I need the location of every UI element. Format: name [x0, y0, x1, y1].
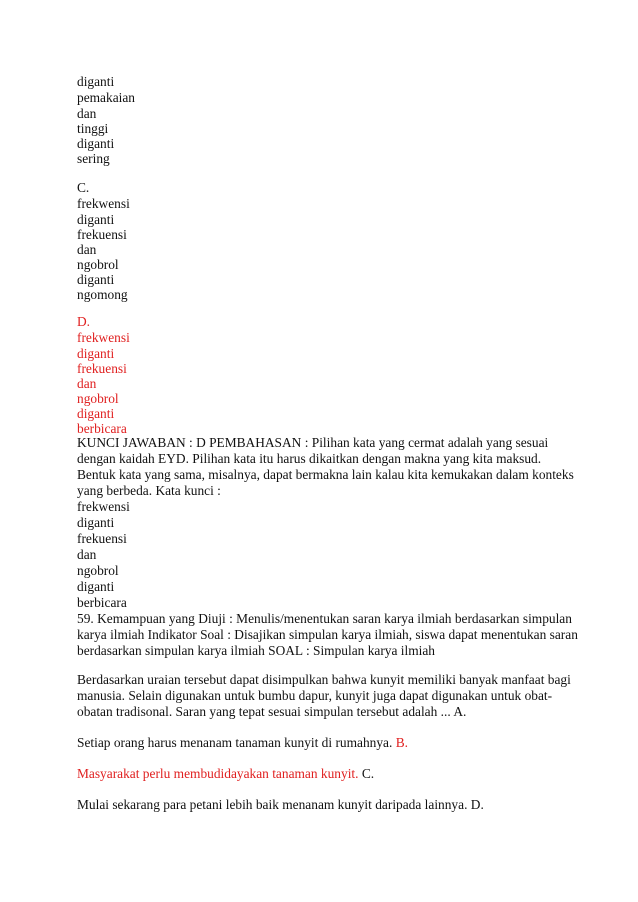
option-c-line: Mulai sekarang para petani lebih baik menanam kunyit daripada lainnya. D. [77, 797, 484, 812]
text-line: berbicara [77, 421, 127, 436]
text-line: diganti [77, 515, 115, 530]
option-b-text: Masyarakat perlu membudidayakan tanaman kunyit. [77, 766, 359, 781]
text-line: frekuensi [77, 361, 127, 376]
text-line: dan [77, 547, 97, 562]
option-a-text: Setiap orang harus menanam tanaman kunyit di rumahnya. [77, 735, 396, 750]
option-c-label: C. [358, 766, 375, 781]
option-b-line [77, 766, 374, 782]
text-line: pemakaian [77, 90, 135, 105]
text-line: diganti [77, 346, 115, 361]
paragraph-line: obatan tradisonal. Saran yang tepat sesuai simpulan tersebut adalah ... A. [77, 704, 467, 719]
text-line: frekwensi [77, 196, 130, 211]
question-line: karya ilmiah Indikator Soal : Disajikan simpulan karya ilmiah, siswa dapat menentukan saran [77, 627, 578, 642]
text-line: frekwensi [77, 330, 130, 345]
text-line: diganti [77, 212, 115, 227]
text-line: dan [77, 376, 97, 391]
text-line: diganti [77, 579, 115, 594]
paragraph-line: Berdasarkan uraian tersebut dapat disimpulkan bahwa kunyit memiliki banyak manfaat bagi [77, 672, 571, 687]
text-line: tinggi [77, 121, 109, 136]
text-line: frekuensi [77, 227, 127, 242]
option-c-label: C. [77, 180, 90, 195]
paragraph-line: yang berbeda. Kata kunci : [77, 483, 221, 498]
text-line: sering [77, 151, 110, 166]
question-line: 59. Kemampuan yang Diuji : Menulis/menentukan saran karya ilmiah berdasarkan simpulan [77, 611, 572, 626]
paragraph-line: dengan kaidah EYD. Pilihan kata itu harus dikaitkan dengan makna yang kita maksud. [77, 451, 542, 466]
text-line: frekwensi [77, 499, 130, 514]
text-line: ngomong [77, 287, 128, 302]
text-line: berbicara [77, 595, 127, 610]
text-line: ngobrol [77, 257, 119, 272]
text-line: ngobrol [77, 391, 119, 406]
text-line: ngobrol [77, 563, 119, 578]
option-d-label: D. [77, 314, 91, 329]
paragraph-line: Bentuk kata yang sama, misalnya, dapat bermakna lain kalau kita kemukakan dalam konteks [77, 467, 574, 482]
text-line: diganti [77, 136, 115, 151]
text-line: dan [77, 106, 97, 121]
text-line: diganti [77, 74, 115, 89]
text-line: diganti [77, 272, 115, 287]
question-line: berdasarkan simpulan karya ilmiah SOAL : Simpulan karya ilmiah [77, 643, 435, 658]
option-b-label: B. [395, 735, 408, 750]
paragraph-line: manusia. Selain digunakan untuk bumbu dapur, kunyit juga dapat digunakan untuk obat- [77, 688, 553, 703]
text-line: dan [77, 242, 97, 257]
text-line: diganti [77, 406, 115, 421]
answer-key-line: KUNCI JAWABAN : D PEMBAHASAN : Pilihan kata yang cermat adalah yang sesuai [77, 435, 549, 450]
option-a-line [77, 735, 408, 751]
text-line: frekuensi [77, 531, 127, 546]
